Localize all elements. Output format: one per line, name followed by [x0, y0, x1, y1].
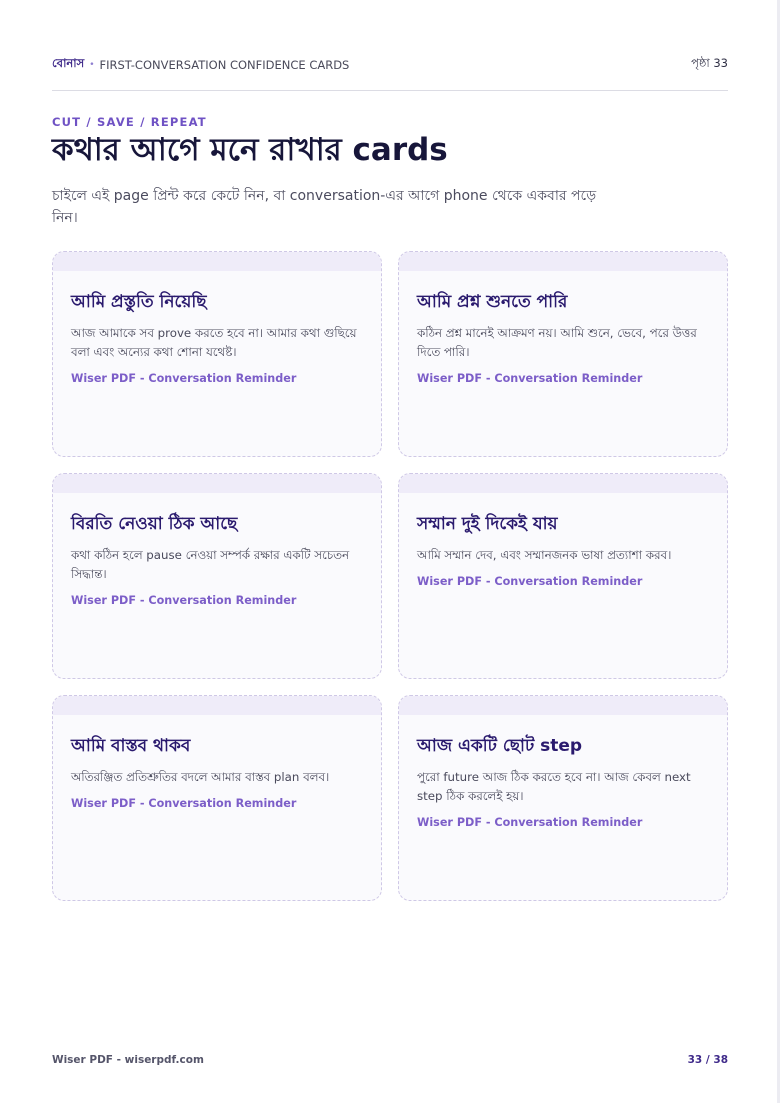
- card-band: [53, 252, 381, 271]
- card-grid: [52, 251, 728, 901]
- breadcrumb: [52, 55, 349, 74]
- card-text: কঠিন প্রশ্ন মানেই আক্রমণ নয়। আমি শুনে, ভেবে, পরে উত্তর দিতে পারি।: [417, 326, 697, 359]
- card-band: [53, 474, 381, 493]
- card-title: আজ একটি ছোট step: [417, 736, 583, 756]
- card-tag: Wiser PDF - Conversation Reminder: [417, 816, 643, 829]
- bonus-label: বোনাস: [52, 56, 85, 70]
- page-label: পৃষ্ঠা 33: [691, 56, 728, 70]
- header-divider: [52, 90, 728, 91]
- card-tag: Wiser PDF - Conversation Reminder: [417, 575, 643, 588]
- card-title: বিরতি নেওয়া ঠিক আছে: [71, 514, 238, 534]
- card-tag: Wiser PDF - Conversation Reminder: [417, 372, 643, 385]
- card-tag: Wiser PDF - Conversation Reminder: [71, 372, 297, 385]
- card-band: [53, 696, 381, 715]
- page-footer: [52, 1054, 728, 1066]
- section-label: FIRST-CONVERSATION CONFIDENCE CARDS: [99, 57, 350, 72]
- card-text: কথা কঠিন হলে pause নেওয়া সম্পর্ক রক্ষার একটি সচেতন সিদ্ধান্ত।: [71, 548, 349, 581]
- card-text: পুরো future আজ ঠিক করতে হবে না। আজ কেবল next step ঠিক করলেই হয়।: [417, 770, 691, 803]
- reminder-card: [398, 695, 728, 901]
- reminder-card: [52, 473, 382, 679]
- card-tag: Wiser PDF - Conversation Reminder: [71, 594, 297, 607]
- card-title: সম্মান দুই দিকেই যায়: [417, 514, 558, 534]
- separator-dot: •: [89, 59, 95, 70]
- page-title: কথার আগে মনে রাখার cards: [52, 132, 448, 168]
- card-title: আমি প্রস্তুতি নিয়েছি: [71, 292, 207, 312]
- card-band: [399, 696, 727, 715]
- card-text: অতিরঞ্জিত প্রতিশ্রুতির বদলে আমার বাস্তব plan বলব।: [71, 770, 330, 784]
- card-title: আমি প্রশ্ন শুনতে পারি: [417, 292, 568, 312]
- reminder-card: [52, 251, 382, 457]
- card-tag: Wiser PDF - Conversation Reminder: [71, 797, 297, 810]
- reminder-card: [398, 251, 728, 457]
- card-band: [399, 252, 727, 271]
- intro-text: চাইলে এই page প্রিন্ট করে কেটে নিন, বা conversation-এর আগে phone থেকে একবার পড়ে নিন।: [52, 188, 597, 226]
- card-text: আমি সম্মান দেব, এবং সম্মানজনক ভাষা প্রত্যাশা করব।: [417, 548, 672, 562]
- footer-brand: Wiser PDF - wiserpdf.com: [52, 1054, 204, 1066]
- reminder-card: [398, 473, 728, 679]
- page-number: 33 / 38: [687, 1054, 728, 1066]
- card-band: [399, 474, 727, 493]
- reminder-card: [52, 695, 382, 901]
- card-text: আজ আমাকে সব prove করতে হবে না। আমার কথা গুছিয়ে বলা এবং অন্যের কথা শোনা যথেষ্ট।: [71, 326, 357, 359]
- kicker: CUT / SAVE / REPEAT: [52, 115, 207, 129]
- card-title: আমি বাস্তব থাকব: [71, 736, 191, 756]
- page-header: [52, 55, 728, 74]
